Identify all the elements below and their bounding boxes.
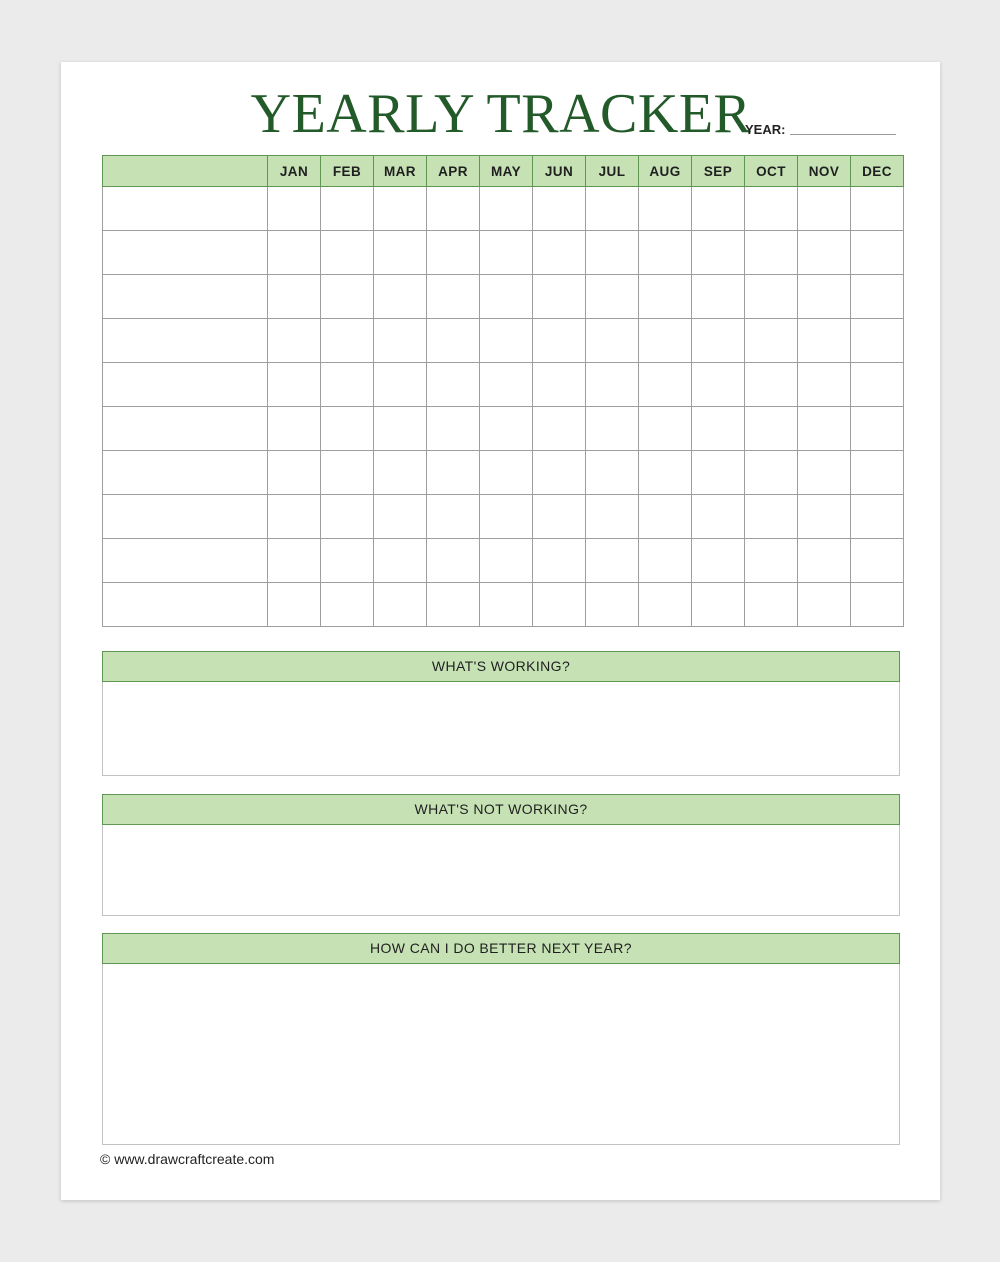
month-cell[interactable] <box>586 451 639 495</box>
month-cell[interactable] <box>321 451 374 495</box>
month-cell[interactable] <box>533 187 586 231</box>
month-cell[interactable] <box>798 275 851 319</box>
month-cell[interactable] <box>427 539 480 583</box>
month-header: JUL <box>586 156 639 187</box>
month-cell[interactable] <box>851 407 904 451</box>
month-cell[interactable] <box>533 407 586 451</box>
month-cell[interactable] <box>586 187 639 231</box>
month-cell[interactable] <box>745 495 798 539</box>
habit-label-cell[interactable] <box>103 539 268 583</box>
month-cell[interactable] <box>321 495 374 539</box>
tracker-row <box>103 187 904 231</box>
tracker-row <box>103 539 904 583</box>
year-input-line[interactable] <box>790 134 896 135</box>
month-header: OCT <box>745 156 798 187</box>
month-cell[interactable] <box>586 363 639 407</box>
month-cell[interactable] <box>745 407 798 451</box>
section-header: WHAT'S WORKING? <box>102 651 900 682</box>
habit-label-cell[interactable] <box>103 583 268 627</box>
month-cell[interactable] <box>639 407 692 451</box>
month-cell[interactable] <box>639 451 692 495</box>
month-cell[interactable] <box>480 495 533 539</box>
month-cell[interactable] <box>586 275 639 319</box>
month-cell[interactable] <box>639 231 692 275</box>
month-header: APR <box>427 156 480 187</box>
month-cell[interactable] <box>321 583 374 627</box>
month-header: FEB <box>321 156 374 187</box>
month-cell[interactable] <box>321 363 374 407</box>
month-cell[interactable] <box>692 583 745 627</box>
month-cell[interactable] <box>851 495 904 539</box>
month-cell[interactable] <box>374 363 427 407</box>
month-cell[interactable] <box>851 539 904 583</box>
month-cell[interactable] <box>692 407 745 451</box>
month-header: MAR <box>374 156 427 187</box>
month-header: AUG <box>639 156 692 187</box>
month-cell[interactable] <box>639 583 692 627</box>
month-cell[interactable] <box>480 319 533 363</box>
month-cell[interactable] <box>268 539 321 583</box>
page-title: YEARLY TRACKER <box>250 83 752 145</box>
tracker-row <box>103 363 904 407</box>
month-cell[interactable] <box>851 231 904 275</box>
month-cell[interactable] <box>851 319 904 363</box>
month-cell[interactable] <box>798 319 851 363</box>
month-cell[interactable] <box>745 583 798 627</box>
month-cell[interactable] <box>427 187 480 231</box>
month-cell[interactable] <box>321 187 374 231</box>
month-cell[interactable] <box>374 539 427 583</box>
month-cell[interactable] <box>692 451 745 495</box>
month-cell[interactable] <box>268 275 321 319</box>
section-header: WHAT'S NOT WORKING? <box>102 794 900 825</box>
month-cell[interactable] <box>533 539 586 583</box>
month-cell[interactable] <box>268 583 321 627</box>
month-cell[interactable] <box>533 451 586 495</box>
month-cell[interactable] <box>268 451 321 495</box>
month-cell[interactable] <box>480 407 533 451</box>
month-cell[interactable] <box>268 495 321 539</box>
month-cell[interactable] <box>480 187 533 231</box>
month-cell[interactable] <box>321 231 374 275</box>
month-cell[interactable] <box>427 319 480 363</box>
month-cell[interactable] <box>374 319 427 363</box>
month-cell[interactable] <box>798 451 851 495</box>
month-cell[interactable] <box>374 407 427 451</box>
month-header: SEP <box>692 156 745 187</box>
month-cell[interactable] <box>586 539 639 583</box>
month-cell[interactable] <box>692 363 745 407</box>
month-cell[interactable] <box>692 319 745 363</box>
tracker-row <box>103 451 904 495</box>
month-cell[interactable] <box>586 319 639 363</box>
month-cell[interactable] <box>533 363 586 407</box>
month-cell[interactable] <box>851 583 904 627</box>
month-cell[interactable] <box>480 363 533 407</box>
section-header: HOW CAN I DO BETTER NEXT YEAR? <box>102 933 900 964</box>
month-cell[interactable] <box>427 363 480 407</box>
month-cell[interactable] <box>798 539 851 583</box>
month-cell[interactable] <box>374 275 427 319</box>
month-cell[interactable] <box>374 231 427 275</box>
habit-label-cell[interactable] <box>103 187 268 231</box>
month-cell[interactable] <box>268 187 321 231</box>
month-cell[interactable] <box>268 231 321 275</box>
month-cell[interactable] <box>639 275 692 319</box>
habit-label-cell[interactable] <box>103 363 268 407</box>
month-cell[interactable] <box>692 231 745 275</box>
month-cell[interactable] <box>745 187 798 231</box>
month-cell[interactable] <box>586 495 639 539</box>
month-cell[interactable] <box>851 275 904 319</box>
month-cell[interactable] <box>480 231 533 275</box>
month-cell[interactable] <box>745 231 798 275</box>
month-cell[interactable] <box>586 407 639 451</box>
month-cell[interactable] <box>798 583 851 627</box>
tracker-row <box>103 583 904 627</box>
month-cell[interactable] <box>427 275 480 319</box>
month-cell[interactable] <box>533 583 586 627</box>
month-cell[interactable] <box>427 451 480 495</box>
month-cell[interactable] <box>851 187 904 231</box>
month-cell[interactable] <box>533 275 586 319</box>
month-cell[interactable] <box>374 583 427 627</box>
month-cell[interactable] <box>268 319 321 363</box>
month-cell[interactable] <box>321 275 374 319</box>
month-cell[interactable] <box>427 583 480 627</box>
month-header-row <box>103 156 904 187</box>
month-cell[interactable] <box>586 583 639 627</box>
habit-label-cell[interactable] <box>103 319 268 363</box>
month-cell[interactable] <box>798 495 851 539</box>
tracker-row <box>103 275 904 319</box>
month-cell[interactable] <box>851 363 904 407</box>
month-cell[interactable] <box>533 319 586 363</box>
month-cell[interactable] <box>745 451 798 495</box>
tracker-row <box>103 231 904 275</box>
month-cell[interactable] <box>374 187 427 231</box>
tracker-row <box>103 495 904 539</box>
habit-label-cell[interactable] <box>103 407 268 451</box>
month-cell[interactable] <box>692 275 745 319</box>
month-cell[interactable] <box>639 539 692 583</box>
copyright-footer: © www.drawcraftcreate.com <box>100 1151 275 1167</box>
month-header: MAY <box>480 156 533 187</box>
do-better-area[interactable] <box>102 964 900 1145</box>
month-cell[interactable] <box>268 363 321 407</box>
month-cell[interactable] <box>639 363 692 407</box>
tracker-page <box>61 62 940 1200</box>
tracker-rows <box>103 187 904 627</box>
month-cell[interactable] <box>321 539 374 583</box>
month-cell[interactable] <box>798 231 851 275</box>
month-cell[interactable] <box>480 539 533 583</box>
month-cell[interactable] <box>692 495 745 539</box>
month-cell[interactable] <box>480 451 533 495</box>
month-cell[interactable] <box>480 583 533 627</box>
month-header: DEC <box>851 156 904 187</box>
month-cell[interactable] <box>533 231 586 275</box>
month-cell[interactable] <box>692 187 745 231</box>
habit-label-cell[interactable] <box>103 495 268 539</box>
month-cell[interactable] <box>586 231 639 275</box>
month-cell[interactable] <box>480 275 533 319</box>
month-cell[interactable] <box>745 363 798 407</box>
month-cell[interactable] <box>374 495 427 539</box>
habit-label-cell[interactable] <box>103 231 268 275</box>
whats-working-area[interactable] <box>102 682 900 776</box>
tracker-row <box>103 407 904 451</box>
month-cell[interactable] <box>798 407 851 451</box>
month-cell[interactable] <box>745 275 798 319</box>
month-header: NOV <box>798 156 851 187</box>
month-cell[interactable] <box>374 451 427 495</box>
month-cell[interactable] <box>427 231 480 275</box>
month-cell[interactable] <box>639 319 692 363</box>
monthly-tracker-table <box>102 155 904 627</box>
do-better-section <box>102 933 900 1145</box>
habit-label-cell[interactable] <box>103 275 268 319</box>
habit-label-cell[interactable] <box>103 451 268 495</box>
month-cell[interactable] <box>639 495 692 539</box>
year-label: YEAR: <box>745 122 786 137</box>
whats-working-section <box>102 651 900 776</box>
month-cell[interactable] <box>427 407 480 451</box>
month-header: JUN <box>533 156 586 187</box>
month-cell[interactable] <box>798 187 851 231</box>
month-cell[interactable] <box>798 363 851 407</box>
month-cell[interactable] <box>639 187 692 231</box>
month-cell[interactable] <box>321 319 374 363</box>
whats-not-working-section <box>102 794 900 916</box>
month-header: JAN <box>268 156 321 187</box>
month-cell[interactable] <box>268 407 321 451</box>
month-cell[interactable] <box>745 319 798 363</box>
month-cell[interactable] <box>321 407 374 451</box>
tracker-row <box>103 319 904 363</box>
month-cell[interactable] <box>692 539 745 583</box>
month-cell[interactable] <box>533 495 586 539</box>
month-cell[interactable] <box>851 451 904 495</box>
month-cell[interactable] <box>427 495 480 539</box>
whats-not-working-area[interactable] <box>102 825 900 916</box>
year-field <box>745 122 896 137</box>
month-cell[interactable] <box>745 539 798 583</box>
label-column-header <box>103 156 268 187</box>
